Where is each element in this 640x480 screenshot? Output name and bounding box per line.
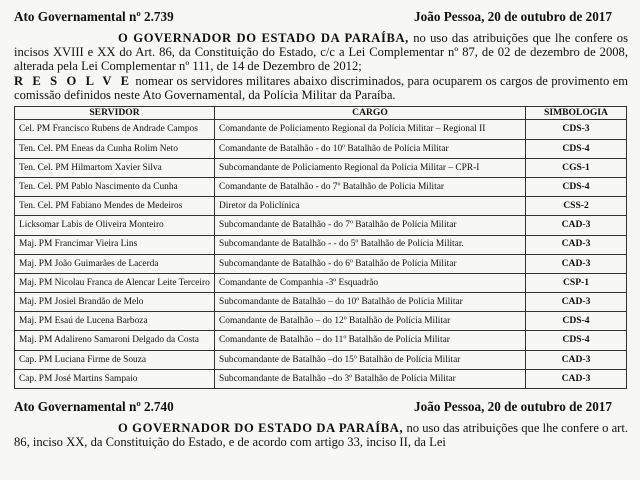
act-header-2739 xyxy=(14,9,628,25)
governor-heading: O GOVERNADOR DO ESTADO DA PARAÍBA, xyxy=(118,421,404,436)
cell-servidor: Ten. Cel. PM Pablo Nascimento da Cunha xyxy=(15,177,215,196)
act-intro-paragraph xyxy=(14,31,628,74)
cell-simbologia: CGS-1 xyxy=(526,158,627,177)
cell-servidor: Maj. PM Josiel Brandão de Melo xyxy=(15,293,215,312)
cell-cargo: Comandante de Companhia -3º Esquadrão xyxy=(215,273,526,292)
cell-servidor: Ten. Cel. PM Hilmartom Xavier Silva xyxy=(15,158,215,177)
table-row xyxy=(15,139,627,158)
cell-simbologia: CSS-2 xyxy=(526,197,627,216)
cell-servidor: Maj. PM Nicolau Franca de Alencar Leite Terceiro xyxy=(15,273,215,292)
cell-cargo: Comandante de Batalhão – do 12º Batalhão de Polícia Militar xyxy=(215,312,526,331)
table-header-row xyxy=(15,107,627,120)
cell-simbologia: CAD-3 xyxy=(526,235,627,254)
cell-cargo: Subcomandante de Policiamento Regional da Polícia Militar – CPR-I xyxy=(215,158,526,177)
resolve-paragraph xyxy=(14,74,628,102)
cell-cargo: Subcomandante de Batalhão - - do 5º Batalhão de Polícia Militar. xyxy=(215,235,526,254)
header-cargo: CARGO xyxy=(215,107,526,120)
act2-intro-paragraph xyxy=(14,421,628,449)
table-row xyxy=(15,369,627,388)
cell-servidor: Ten. Cel. PM Fabiano Mendes de Medeiros xyxy=(15,197,215,216)
resolve-text: nomear os servidores militares abaixo discriminados, para ocuparem os cargos de provimento em comissão definidos neste Ato Governamental, da Polícia Militar da Paraíba. xyxy=(14,73,628,102)
cell-servidor: Cap. PM José Martins Sampaio xyxy=(15,369,215,388)
table-row xyxy=(15,158,627,177)
table-row xyxy=(15,235,627,254)
cell-simbologia: CAD-3 xyxy=(526,293,627,312)
act-title: Ato Governamental nº 2.740 xyxy=(14,399,174,415)
table-row xyxy=(15,293,627,312)
appointments-table xyxy=(14,106,627,389)
cell-cargo: Subcomandante de Batalhão - do 7º Batalhão de Polícia Militar xyxy=(215,216,526,235)
cell-cargo: Subcomandante de Batalhão –do 15º Batalhão de Polícia Militar xyxy=(215,350,526,369)
act-header-2740 xyxy=(14,399,628,415)
cell-servidor: Maj. PM Adalireno Samaroni Delgado da Costa xyxy=(15,331,215,350)
cell-cargo: Diretor da Policlínica xyxy=(215,197,526,216)
table-row xyxy=(15,350,627,369)
cell-simbologia: CAD-3 xyxy=(526,254,627,273)
table-row xyxy=(15,312,627,331)
cell-cargo: Comandante de Batalhão - do 7º Batalhão de Polícia Militar xyxy=(215,177,526,196)
header-simbologia: SIMBOLOGIA xyxy=(526,107,627,120)
cell-cargo: Subcomandante de Batalhão –do 3º Batalhão de Polícia Militar xyxy=(215,369,526,388)
cell-cargo: Subcomandante de Batalhão - do 6º Batalhão de Polícia Militar xyxy=(215,254,526,273)
governor-heading: O GOVERNADOR DO ESTADO DA PARAÍBA, xyxy=(118,31,409,45)
table-row xyxy=(15,254,627,273)
table-row xyxy=(15,120,627,139)
cell-simbologia: CDS-4 xyxy=(526,139,627,158)
act2-intro-text: no uso das atribuições que lhe confere o art. 86, inciso XX, da Constituição do Estado, e de acordo com artigo 33, inciso II, da Lei xyxy=(14,421,628,450)
header-servidor: SERVIDOR xyxy=(15,107,215,120)
cell-servidor: Maj. PM Esaú de Lucena Barboza xyxy=(15,312,215,331)
table-row xyxy=(15,197,627,216)
cell-servidor: Ten. Cel. PM Eneas da Cunha Rolim Neto xyxy=(15,139,215,158)
cell-simbologia: CSP-1 xyxy=(526,273,627,292)
table-row xyxy=(15,216,627,235)
cell-simbologia: CAD-3 xyxy=(526,216,627,235)
cell-cargo: Comandante de Batalhão – do 11º Batalhão de Polícia Militar xyxy=(215,331,526,350)
cell-servidor: Cap. PM Luciana Firme de Souza xyxy=(15,350,215,369)
cell-cargo: Comandante de Batalhão - do 10º Batalhão de Polícia Militar xyxy=(215,139,526,158)
cell-cargo: Subcomandante de Batalhão – do 10º Batalhão de Polícia Militar xyxy=(215,293,526,312)
table-row xyxy=(15,331,627,350)
act-title: Ato Governamental nº 2.739 xyxy=(14,9,174,24)
cell-simbologia: CDS-3 xyxy=(526,120,627,139)
table-row xyxy=(15,177,627,196)
cell-simbologia: CAD-3 xyxy=(526,350,627,369)
cell-simbologia: CDS-4 xyxy=(526,331,627,350)
resolve-label: R E S O L V E xyxy=(14,73,133,88)
cell-simbologia: CAD-3 xyxy=(526,369,627,388)
act-place-date: João Pessoa, 20 de outubro de 2017 xyxy=(414,399,612,415)
table-row xyxy=(15,273,627,292)
cell-servidor: Licksomar Labis de Oliveira Monteiro xyxy=(15,216,215,235)
cell-servidor: Maj. PM João Guimarães de Lacerda xyxy=(15,254,215,273)
cell-servidor: Cel. PM Francisco Rubens de Andrade Campos xyxy=(15,120,215,139)
cell-simbologia: CDS-4 xyxy=(526,177,627,196)
act-place-date: João Pessoa, 20 de outubro de 2017 xyxy=(414,9,612,24)
cell-simbologia: CDS-4 xyxy=(526,312,627,331)
act-intro-text: no uso das atribuições que lhe confere os incisos XVIII e XX do Art. 86, da Constituição do Estado, c/c a Lei Complementar nº 87, de 02 de dezembro de 2008, alterada pela Lei Complementar nº 111, de 14 de Dezembro de 2012; xyxy=(14,31,628,74)
cell-cargo: Comandante de Policiamento Regional da Polícia Militar – Regional II xyxy=(215,120,526,139)
cell-servidor: Maj. PM Francimar Vieira Lins xyxy=(15,235,215,254)
